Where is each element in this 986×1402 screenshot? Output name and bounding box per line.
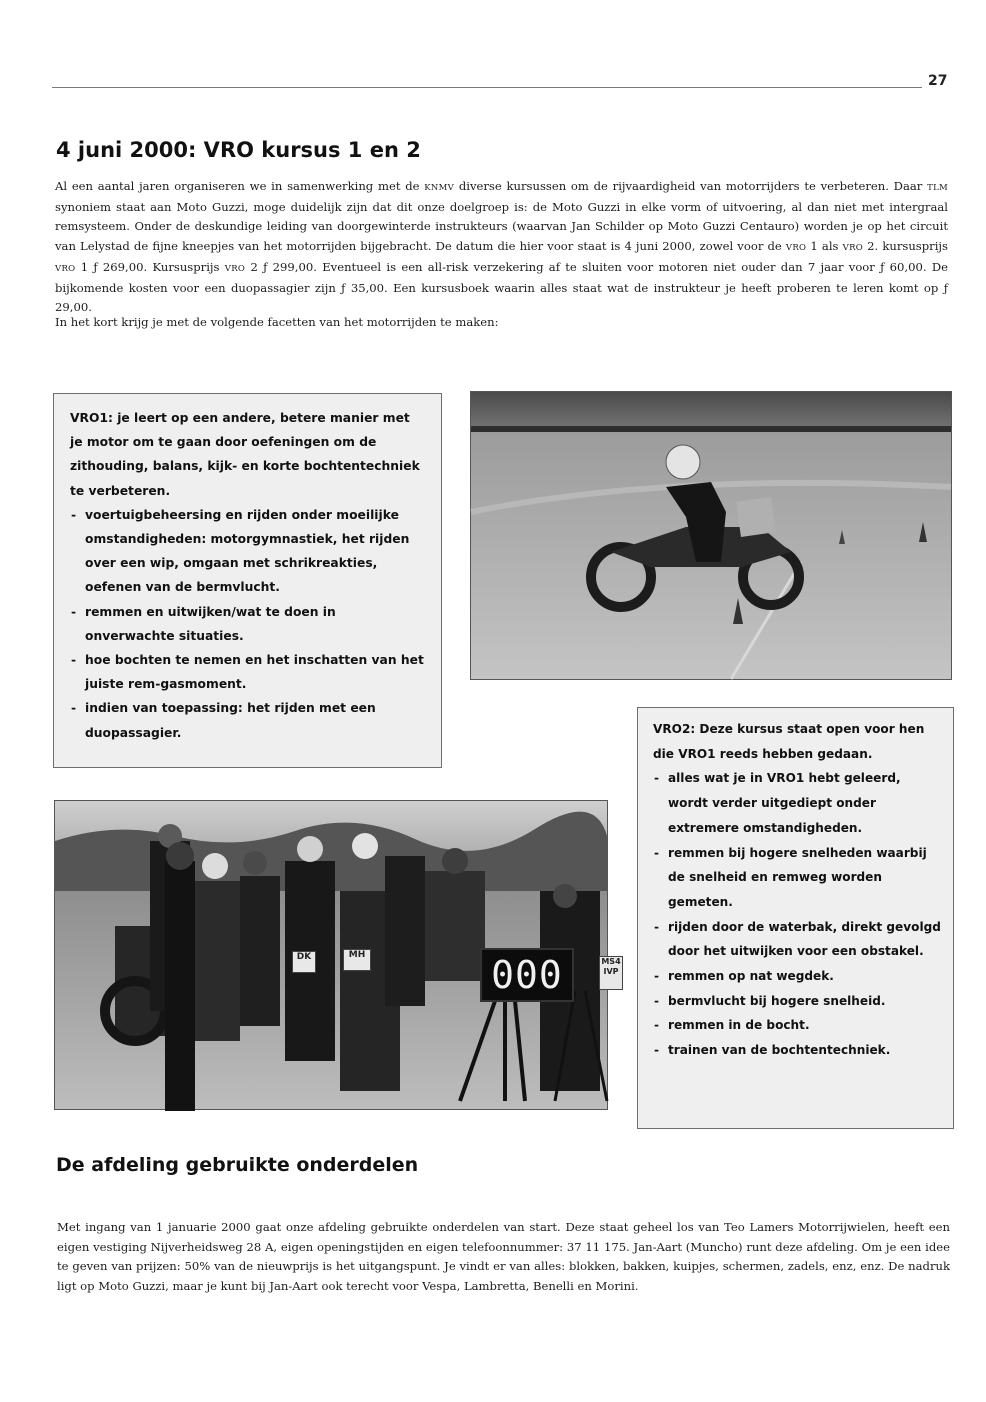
list-item: - remmen en uitwijken/wat te doen in onverwachte situaties. (70, 600, 425, 648)
list-item: - remmen in de bocht. (653, 1013, 941, 1038)
list-item: - alles wat je in VRO1 hebt geleerd, wordt verder uitgediept onder extremere omstandigheden. (653, 766, 941, 840)
intro-lead-in: In het kort krijg je met de volgende facetten van het motorrijden te maken: (55, 315, 499, 329)
list-item: - bermvlucht bij hogere snelheid. (653, 989, 941, 1014)
list-item: - indien van toepassing: het rijden met een duopassagier. (70, 696, 425, 744)
section-body: Met ingang van 1 januarie 2000 gaat onze afdeling gebruikte onderdelen van start. Deze staat geheel los van Teo Lamers Motorrijwielen, heeft een eigen vestiging Nijverheidsweg 28 A, eigen openingstijden en eigen telefoonnummer: 37 11 175. Jan-Aart (Muncho) runt deze afdeling. Om je een idee te geven van prijzen: 50% van de nieuwprijs is het uitgangspunt. Je vindt er van alles: blokken, bakken, kuipjes, schermen, zadels, enz, enz. De nadruk ligt op Moto Guzzi, maar je kunt bij Jan-Aart ook terecht voor Vespa, Lambretta, Benelli en Morini. (57, 1220, 950, 1293)
photo-rider-cones (470, 391, 952, 680)
license-plate: MS4 IVP (599, 956, 623, 990)
vro1-box (53, 393, 442, 768)
list-item: - hoe bochten te nemen en het inschatten van het juiste rem-gasmoment. (70, 648, 425, 696)
photo-riders-group (54, 800, 621, 1110)
vro2-box (637, 707, 954, 1129)
vro1-list (70, 503, 425, 745)
list-item: - remmen op nat wegdek. (653, 964, 941, 989)
list-item: - trainen van de bochtentechniek. (653, 1038, 941, 1063)
article-title: 4 juni 2000: VRO kursus 1 en 2 (56, 138, 421, 162)
vro2-list (653, 766, 941, 1062)
license-plate: MH (343, 949, 371, 971)
list-item: - rijden door de waterbak, direkt gevolgd door het uitwijken voor een obstakel. (653, 915, 941, 964)
license-plate: DK (292, 951, 316, 973)
intro-paragraph: Al een aantal jaren organiseren we in samenwerking met de KNMV diverse kursussen om de rijvaardigheid van motorrijders te verbeteren. Daar TLM synoniem staat aan Moto Guzzi, moge duidelijk zijn dat dit onze doelgroep is: de Moto Guzzi in elke vorm of uitvoering, al dan niet met intergraal remsysteem. Onder de deskundige leiding van doorgewinterde instrukteurs (waarvan Jan Schilder op Moto Guzzi Centauro) worden je op het circuit van Lelystad de fijne kneepjes van het motorrijden bijgebracht. De datum die hier voor staat is 4 juni 2000, zowel voor de VRO 1 als VRO 2. kursusprijs VRO 1 ƒ 269,00. Kursusprijs VRO 2 ƒ 299,00. Eventueel is een all-risk verzekering af te sluiten voor motoren niet ouder dan 7 jaar voor ƒ 60,00. De bijkomende kosten voor een duopassagier zijn ƒ 35,00. Een kursusboek waarin alles staat wat de instrukteur je heeft proberen te leren komt op ƒ 29,00. (55, 179, 949, 315)
page-number: 27 (928, 73, 948, 89)
list-item: - voertuigbeheersing en rijden onder moeilijke omstandigheden: motorgymnastiek, het rijden over een wip, omgaan met schrikreakties, oefenen van de bermvlucht. (70, 503, 425, 600)
vro2-lead: VRO2: Deze kursus staat open voor hen die VRO1 reeds hebben gedaan. (653, 722, 925, 761)
header-rule (52, 87, 922, 88)
section-title: De afdeling gebruikte onderdelen (56, 1154, 419, 1176)
list-item: - remmen bij hogere snelheden waarbij de snelheid en remweg worden gemeten. (653, 841, 941, 915)
timing-scoreboard: 000 (480, 948, 574, 1002)
vro1-lead: VRO1: je leert op een andere, betere manier met je motor om te gaan door oefeningen om de zithouding, balans, kijk- en korte bochtentechniek te verbeteren. (70, 411, 420, 498)
